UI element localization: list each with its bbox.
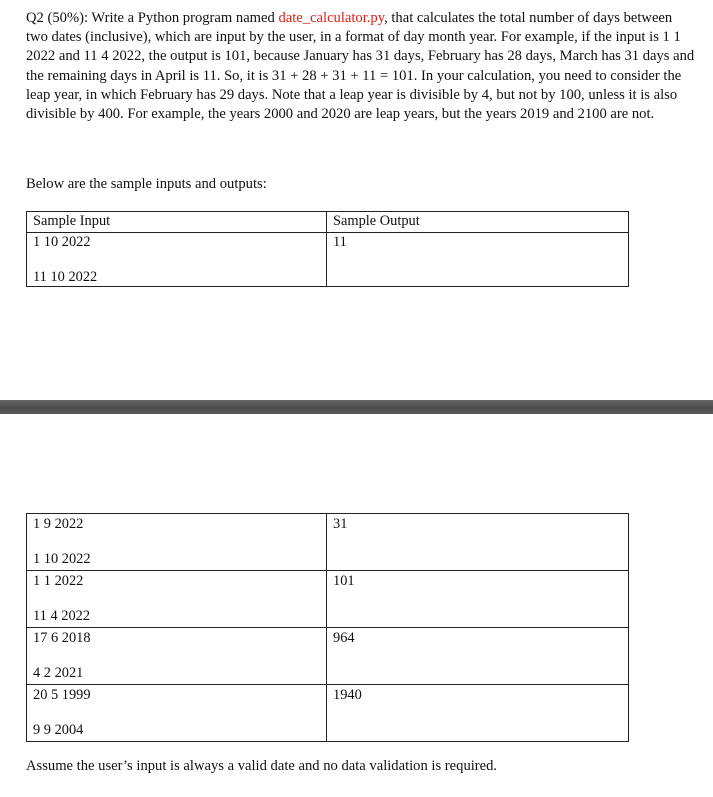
input-date-1: 1 10 2022 <box>33 234 91 250</box>
input-date-2: 9 9 2004 <box>33 722 84 738</box>
input-date-1: 1 9 2022 <box>33 516 84 532</box>
samples-table-page2 <box>26 513 629 742</box>
sample-output-cell: 964 <box>327 628 629 685</box>
input-date-2: 11 4 2022 <box>33 608 91 624</box>
sample-input-cell <box>27 628 327 685</box>
question-suffix: , that calculates the total number of days between two dates (inclusive), which are input by the user, in a format of day month year. For example, if the input is 1 1 2022 and 11 4 2022, the output is 101, because January has 31 days, February has 28 days, March has 31 days and the remaining days in April is 11. So, it is 31 + 28 + 31 + 11 = 101. In your calculation, you need to consider the leap year, in which February has 29 days. Note that a leap year is divisible by 4, but not by 100, unless it is also divisible by 400. For example, the years 2000 and 2020 are leap years, but the years 2019 and 2100 are not. <box>26 10 695 123</box>
samples-table-page1 <box>26 211 629 287</box>
sample-output-cell: 11 <box>327 233 629 287</box>
header-sample-input: Sample Input <box>27 212 327 233</box>
filename-highlight: date_calculator.py <box>278 10 385 26</box>
table-header-row <box>27 212 629 233</box>
question-prefix: Q2 (50%): Write a Python program named <box>26 10 279 26</box>
sample-input-cell <box>27 571 327 628</box>
sample-output-cell: 1940 <box>327 685 629 742</box>
table-row <box>27 571 629 628</box>
page-separator <box>0 400 713 414</box>
sample-output-cell: 31 <box>327 514 629 571</box>
sample-output-cell: 101 <box>327 571 629 628</box>
question-text <box>26 9 696 124</box>
table-row <box>27 685 629 742</box>
input-date-2: 1 10 2022 <box>33 551 91 567</box>
input-date-2: 11 10 2022 <box>33 269 98 285</box>
input-date-1: 20 5 1999 <box>33 687 91 703</box>
input-date-1: 1 1 2022 <box>33 573 84 589</box>
table-row <box>27 233 629 287</box>
sample-input-cell <box>27 233 327 287</box>
sample-input-cell <box>27 514 327 571</box>
header-sample-output: Sample Output <box>327 212 629 233</box>
sample-input-cell <box>27 685 327 742</box>
input-date-2: 4 2 2021 <box>33 665 84 681</box>
input-date-1: 17 6 2018 <box>33 630 91 646</box>
table-row <box>27 514 629 571</box>
validation-note: Assume the user’s input is always a valid date and no data validation is required. <box>26 758 498 774</box>
samples-intro: Below are the sample inputs and outputs: <box>26 176 267 192</box>
table-row <box>27 628 629 685</box>
